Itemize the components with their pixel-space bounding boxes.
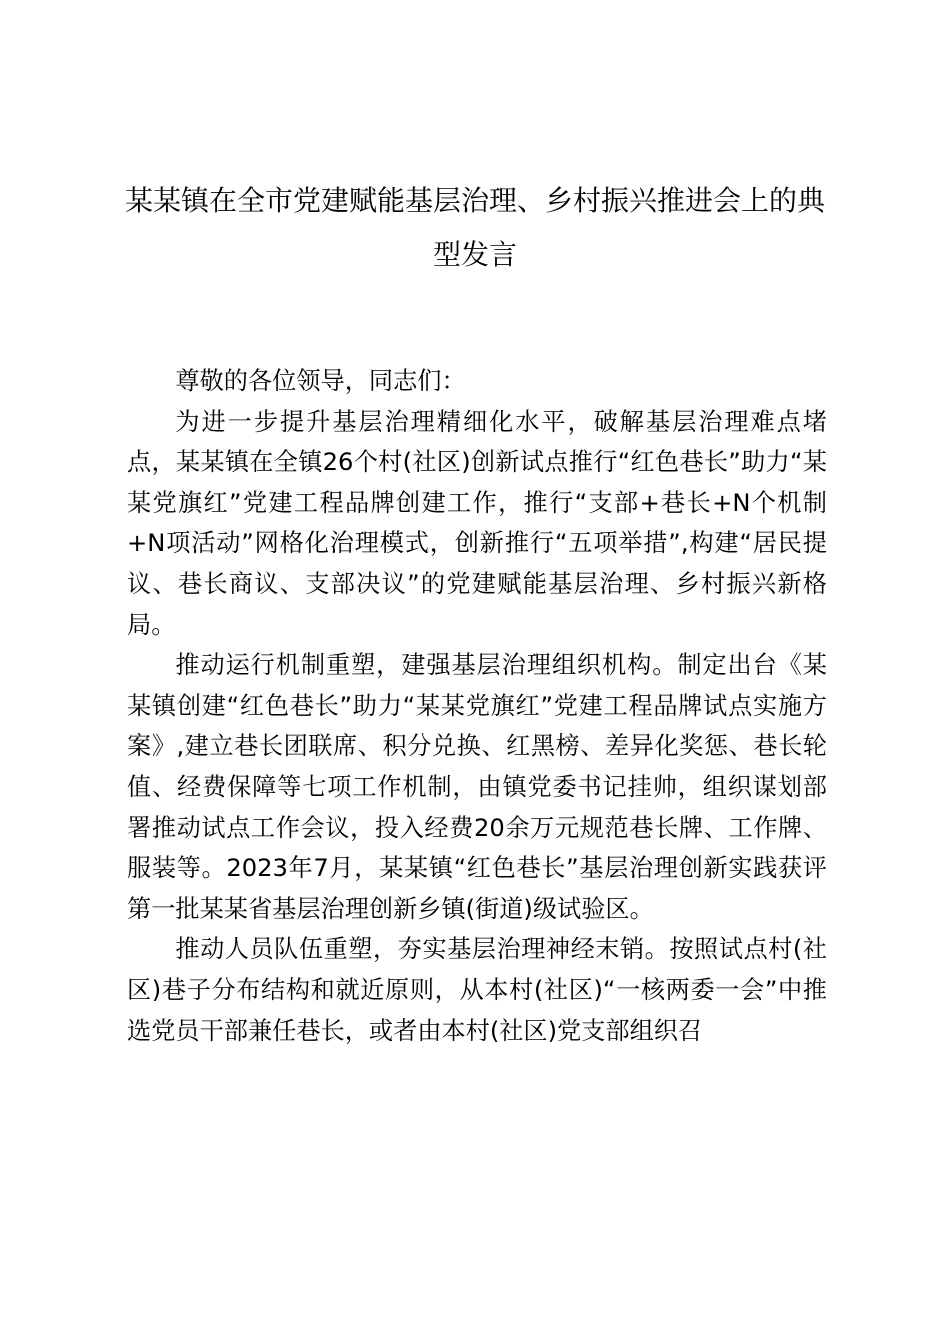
paragraph: 为进一步提升基层治理精细化水平，破解基层治理难点堵点，某某镇在全镇26个村(社区)创新试点推行“红色巷长”助力“某某党旗红”党建工程品牌创建工作，推行“支部+巷长+N个机制+N项活动”网格化治理模式，创新推行“五项举措”,构建“居民提议、巷长商议、支部决议”的党建赋能基层治理、乡村振兴新格局。 <box>127 407 827 639</box>
paragraph: 推动运行机制重塑，建强基层治理组织机构。制定出台《某某镇创建“红色巷长”助力“某某党旗红”党建工程品牌试点实施方案》,建立巷长团联席、积分兑换、红黑榜、差异化奖惩、巷长轮值、经费保障等七项工作机制，由镇党委书记挂帅，组织谋划部署推动试点工作会议，投入经费20余万元规范巷长牌、工作牌、服装等。2023年7月，某某镇“红色巷长”基层治理创新实践获评第一批某某省基层治理创新乡镇(街道)级试验区。 <box>127 651 827 923</box>
document-title: 某某镇在全市党建赋能基层治理、乡村振兴推进会上的典型发言 <box>124 184 825 271</box>
paragraph: 推动人员队伍重塑，夯实基层治理神经末销。按照试点村(社区)巷子分布结构和就近原则，从本村(社区)“一核两委一会”中推选党员干部兼任巷长，或者由本村(社区)党支部组织召 <box>127 935 827 1045</box>
document-body <box>127 361 827 1051</box>
salutation: 尊敬的各位领导，同志们： <box>175 367 466 395</box>
